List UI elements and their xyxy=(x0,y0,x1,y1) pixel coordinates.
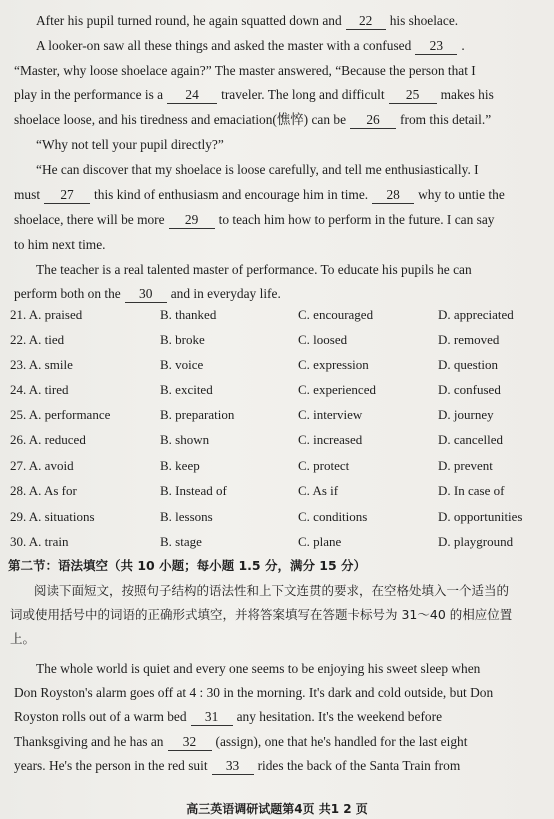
option-b: B. keep xyxy=(160,458,200,473)
blank-31: 31 xyxy=(191,708,233,726)
option-d: D. playground xyxy=(438,534,514,549)
option-b: B. stage xyxy=(160,534,202,549)
passage1-line9: shoelace, there will be more 29 to teach him how to perform in the future. I can say xyxy=(14,212,495,227)
blank-25: 25 xyxy=(389,86,437,104)
option-c: C. protect xyxy=(298,458,350,473)
blank-27: 27 xyxy=(44,186,90,204)
passage2-line4: Thanksgiving and he has an 32 (assign), one that he's handled for the last eight xyxy=(14,734,468,749)
passage2-line3: Royston rolls out of a warm bed 31 any hesitation. It's the weekend before xyxy=(14,709,443,724)
section2-instruction-2: 词或使用括号中的词语的正确形式填空，并将答案填写在答题卡标号为 31～40 的相应位置 xyxy=(10,607,513,622)
option-a: 22. A. tied xyxy=(10,332,65,347)
passage1-line1: After his pupil turned round, he again squatted down and 22 his shoelace. xyxy=(36,13,459,28)
option-a: 30. A. train xyxy=(10,534,69,549)
option-c: C. As if xyxy=(298,483,339,498)
option-d: D. prevent xyxy=(438,458,493,473)
option-c: C. interview xyxy=(298,407,363,422)
passage1-line6: “Why not tell your pupil directly?” xyxy=(36,137,224,152)
option-c: C. expression xyxy=(298,357,369,372)
option-b: B. lessons xyxy=(160,509,213,524)
option-b: B. preparation xyxy=(160,407,235,422)
option-c: C. plane xyxy=(298,534,342,549)
option-a: 26. A. reduced xyxy=(10,432,86,447)
passage1-line2: A looker-on saw all these things and asked the master with a confused 23 . xyxy=(36,38,465,53)
option-c: C. conditions xyxy=(298,509,368,524)
option-b: B. Instead of xyxy=(160,483,227,498)
option-c: C. encouraged xyxy=(298,307,374,322)
option-d: D. removed xyxy=(438,332,500,347)
option-a: 21. A. praised xyxy=(10,307,83,322)
blank-28: 28 xyxy=(372,186,414,204)
passage1-line8: must 27 this kind of enthusiasm and encourage him in time. 28 why to untie the xyxy=(14,187,505,202)
section2-title: 第二节：语法填空（共 10 小题；每小题 1.5 分，满分 15 分） xyxy=(8,558,367,573)
passage2-line5: years. He's the person in the red suit 33 rides the back of the Santa Train from xyxy=(14,758,461,773)
option-b: B. voice xyxy=(160,357,204,372)
blank-24: 24 xyxy=(167,86,217,104)
option-b: B. broke xyxy=(160,332,205,347)
option-d: D. opportunities xyxy=(438,509,523,524)
option-d: D. journey xyxy=(438,407,494,422)
passage1-line11: The teacher is a real talented master of performance. To educate his pupils he can xyxy=(36,262,472,277)
passage1-line10: to him next time. xyxy=(14,237,106,252)
blank-22: 22 xyxy=(346,12,386,30)
passage1-line3: “Master, why loose shoelace again?” The master answered, “Because the person that I xyxy=(14,63,476,78)
option-d: D. confused xyxy=(438,382,501,397)
section2-instruction-3: 上。 xyxy=(10,631,36,646)
option-b: B. thanked xyxy=(160,307,217,322)
option-a: 28. A. As for xyxy=(10,483,77,498)
option-a: 25. A. performance xyxy=(10,407,111,422)
blank-26: 26 xyxy=(350,111,396,129)
blank-23: 23 xyxy=(415,37,457,55)
passage2-line1: The whole world is quiet and every one seems to be enjoying his sweet sleep when xyxy=(36,661,481,676)
option-b: B. excited xyxy=(160,382,213,397)
option-a: 24. A. tired xyxy=(10,382,69,397)
option-a: 29. A. situations xyxy=(10,509,95,524)
option-a: 23. A. smile xyxy=(10,357,73,372)
option-c: C. increased xyxy=(298,432,363,447)
option-d: D. In case of xyxy=(438,483,505,498)
blank-33: 33 xyxy=(212,757,254,775)
option-d: D. question xyxy=(438,357,498,372)
blank-32: 32 xyxy=(168,733,212,751)
page-footer: 高三英语调研试题第4页 共1 2 页 xyxy=(186,802,368,816)
passage1-line7: “He can discover that my shoelace is loose carefully, and tell me enthusiastically. I xyxy=(36,162,479,177)
blank-29: 29 xyxy=(169,211,215,229)
section2-instruction-1: 阅读下面短文，按照句子结构的语法性和上下文连贯的要求，在空格处填入一个适当的 xyxy=(34,583,510,598)
passage1-line12: perform both on the 30 and in everyday life. xyxy=(14,286,281,301)
option-c: C. loosed xyxy=(298,332,348,347)
option-d: D. appreciated xyxy=(438,307,514,322)
passage1-line4: play in the performance is a 24 traveler. The long and difficult 25 makes his xyxy=(14,87,494,102)
blank-30: 30 xyxy=(125,285,167,303)
option-a: 27. A. avoid xyxy=(10,458,74,473)
option-c: C. experienced xyxy=(298,382,376,397)
option-b: B. shown xyxy=(160,432,210,447)
passage1-line5: shoelace loose, and his tiredness and emaciation(憔悴) can be 26 from this detail.” xyxy=(14,112,492,127)
passage2-line2: Don Royston's alarm goes off at 4 : 30 in the morning. It's dark and cold outside, but Don xyxy=(14,685,494,700)
option-d: D. cancelled xyxy=(438,432,503,447)
